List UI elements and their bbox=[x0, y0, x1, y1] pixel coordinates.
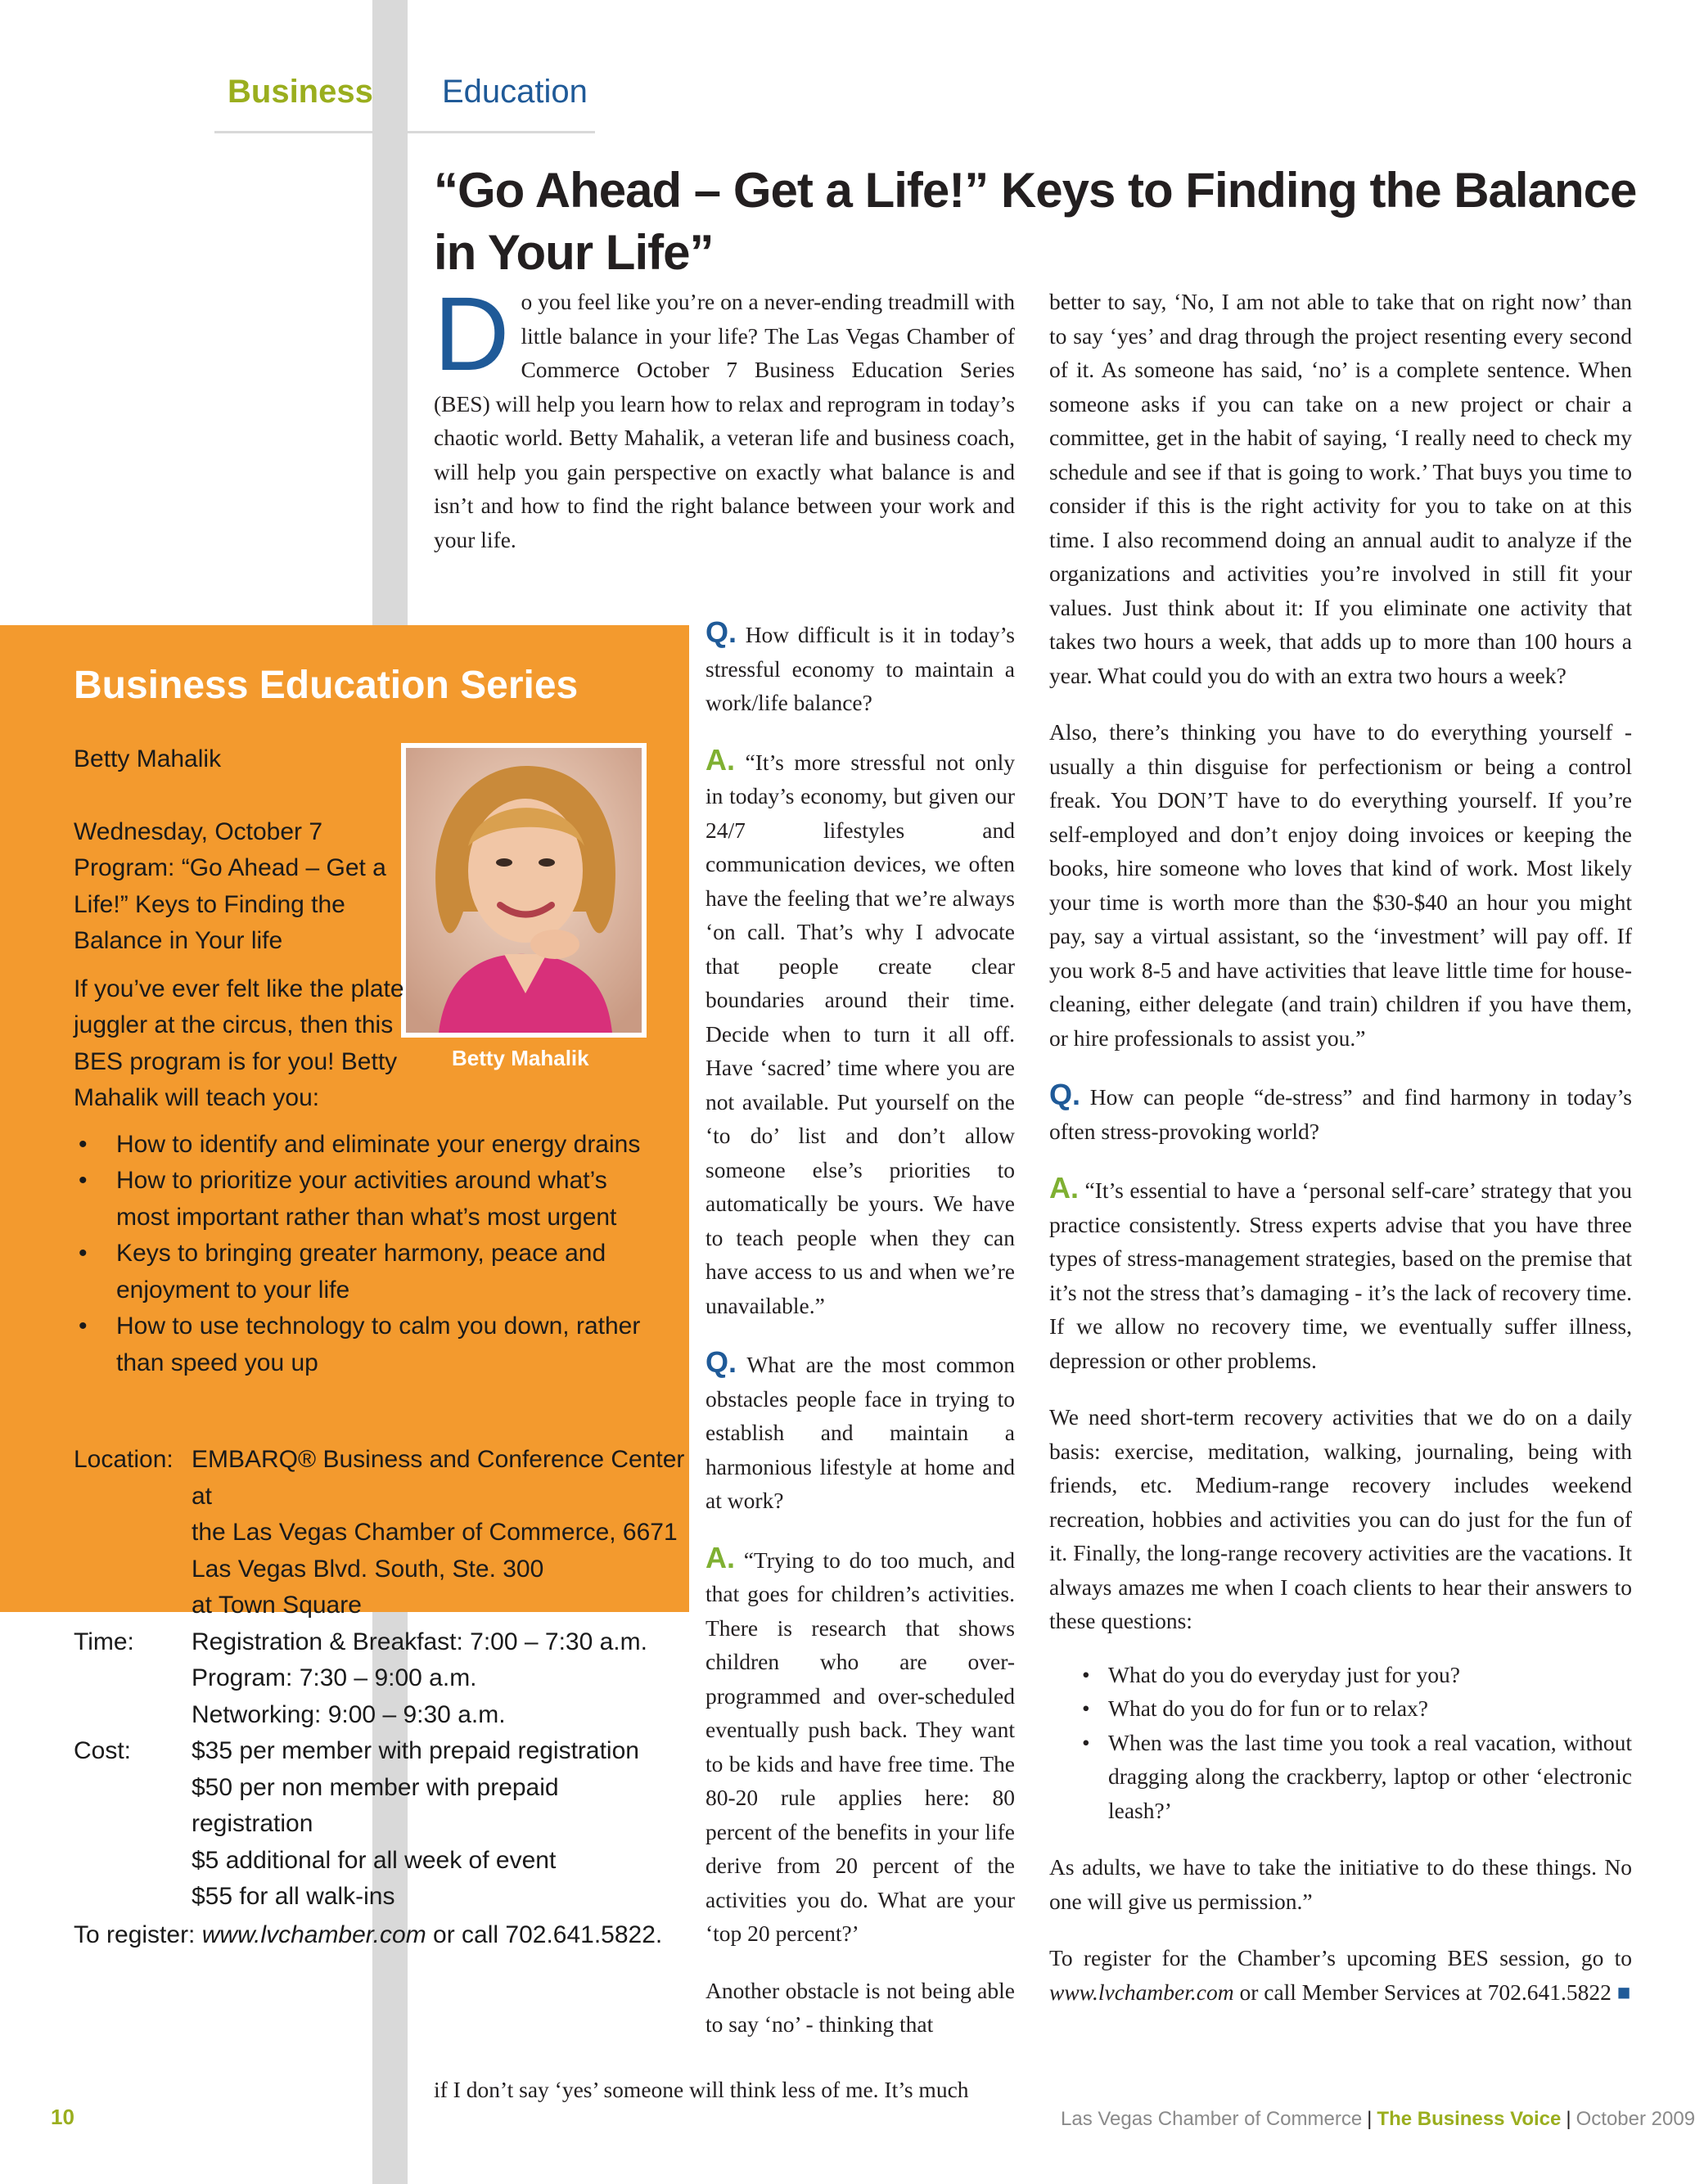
drop-cap: D bbox=[434, 276, 510, 393]
event-details bbox=[74, 1442, 696, 1916]
time-value: Registration & Breakfast: 7:00 – 7:30 a.m. Program: 7:30 – 9:00 a.m. Networking: 9:00 – 9:30 a.m. bbox=[192, 1628, 647, 1728]
nav-rule bbox=[214, 131, 595, 133]
answer-2: “Trying to do too much, and that goes for children’s activities. There is research that shows children who are over-programmed and over-scheduled eventually push back. They want to be kids and have free time. The 80-20 rule applies here: 80 percent of the benefits in your life derive from 20 percent of the activities you do. What are your ‘top 20 percent?’ bbox=[705, 1547, 1015, 1946]
location-label: Location: bbox=[74, 1446, 174, 1473]
footer-org: Las Vegas Chamber of Commerce bbox=[1061, 2108, 1363, 2130]
chamber-link[interactable]: www.lvchamber.com bbox=[1049, 1979, 1234, 2005]
answer-marker: A. bbox=[1049, 1171, 1079, 1205]
article-column-middle bbox=[705, 615, 1015, 2042]
sidebar-register: To register: www.lvchamber.com or call 702.641.5822. bbox=[74, 1921, 663, 1948]
list-item: • Keys to bringing greater harmony, peace and enjoyment to your life bbox=[74, 1236, 663, 1308]
article-intro bbox=[434, 276, 1015, 556]
right-paragraph-3: We need short-term recovery activities that we do on a daily basis: exercise, meditation, walking, journaling, being with friends, etc. Medium-range recovery includes weekend recreation, hobbies and activities you can do just for the fun of it. Finally, the long-range recovery activities are the vacations. It always amazes me when I coach clients to hear their answers to these questions: bbox=[1049, 1404, 1632, 1633]
list-item: • What do you do everyday just for you? bbox=[1082, 1661, 1460, 1687]
list-item: • How to use technology to calm you down, rather than speed you up bbox=[74, 1308, 663, 1381]
cost-value: $35 per member with prepaid registration $50 per non member with prepaid registration $5 additional for all week of event $55 for all walk-ins bbox=[192, 1737, 639, 1910]
register-link[interactable]: www.lvchamber.com bbox=[201, 1921, 426, 1948]
location-value: EMBARQ® Business and Conference Center at the Las Vegas Chamber of Commerce, 6671 Las Vegas Blvd. South, Ste. 300 at Town Square bbox=[192, 1446, 685, 1619]
question-list bbox=[1049, 1658, 1632, 1828]
article-column-right bbox=[1049, 285, 1632, 2009]
sidebar-title: Business Education Series bbox=[74, 664, 579, 707]
question-marker: Q. bbox=[705, 1345, 737, 1379]
intro-text: o you feel like you’re on a never-ending treadmill with little balance in your life? The Las Vegas Chamber of Commerce October 7 Business Education Series (BES) will help you learn how to relax and reprogram in today’s chaotic world. Betty Mahalik, a veteran life and business coach, will help you gain perspective on exactly what balance is and isn’t and how to find the right balance between your work and your life. bbox=[434, 289, 1015, 552]
question-marker: Q. bbox=[705, 615, 737, 649]
event-date: Wednesday, October 7 bbox=[74, 817, 323, 845]
question-2: What are the most common obstacles people face in trying to establish and maintain a harmonious lifestyle at home and at work? bbox=[705, 1352, 1015, 1513]
cost-label: Cost: bbox=[74, 1737, 132, 1764]
sidebar-body bbox=[74, 741, 663, 1381]
nav-section-business[interactable]: Business bbox=[228, 74, 373, 110]
closing-paragraph: To register for the Chamber’s upcoming BES session, go to www.lvchamber.com or call Member Services at 702.641.5822 ■ bbox=[1049, 1945, 1632, 2005]
photo-caption: Betty Mahalik bbox=[452, 1046, 589, 1070]
list-item: • How to identify and eliminate your energy drains bbox=[74, 1127, 663, 1164]
answer-3: “It’s essential to have a ‘personal self-care’ strategy that you practice consistently. Stress experts advise that you have three types of stress-management strategies, based on the premise that it’s not the stress that’s damaging - it’s the lack of recovery time. If we allow no recovery time, we eventually suffer illness, depression or other problems. bbox=[1049, 1178, 1632, 1373]
sidebar-intro: If you’ve ever felt like the plate juggler at the circus, then this BES program is for you! Betty Mahalik will teach you: bbox=[74, 975, 404, 1111]
article-headline: “Go Ahead – Get a Life!” Keys to Finding the Balance in Your Life” bbox=[434, 163, 1637, 280]
program-title: Program: “Go Ahead – Get a Life!” Keys to Finding the Balance in Your life bbox=[74, 854, 386, 954]
speaker-name: Betty Mahalik bbox=[74, 745, 222, 772]
time-label: Time: bbox=[74, 1628, 134, 1655]
right-paragraph-1: better to say, ‘No, I am not able to take that on right now’ than to say ‘yes’ and drag through the project resenting every second of it. As someone has said, ‘no’ is a complete sentence. When someone asks if you can take on a new project or chair a committee, get in the habit of saying, ‘I really need to check my schedule and see if that is going to work.’ That buys you time to consider if this is the right activity for you to take on at this time. I also recommend doing an annual audit to analyze if the organizations and activities you’re involved in still fit your values. Just think about it: If you eliminate one activity that takes two hours a week, that adds up to more than 100 hours a year. What could you do with an extra two hours a week? bbox=[1049, 289, 1632, 688]
end-mark: ■ bbox=[1616, 1979, 1631, 2005]
sidebar-bullet-list bbox=[74, 1127, 663, 1382]
answer-marker: A. bbox=[705, 742, 735, 777]
question-1: How difficult is it in today’s stressful economy to maintain a work/life balance? bbox=[705, 622, 1016, 715]
answer-1: “It’s more stressful not only in today’s economy, but given our 24/7 lifestyles and communication devices, we often have the feeling that we’re always ‘on call. That’s why I advocate that people create clear boundaries around their time. Decide when to turn it all off. Have ‘sacred’ time where you are not available. Put yourself on the ‘to do’ list and don’t allow someone else’s priorities to automatically be yours. We have to teach people when they can have access to us and when we’re unavailable.” bbox=[705, 749, 1016, 1318]
answer-marker: A. bbox=[705, 1540, 735, 1574]
page-number: 10 bbox=[51, 2105, 74, 2129]
obstacle-paragraph: Another obstacle is not being able to say ‘no’ - thinking that bbox=[705, 1977, 1015, 2037]
list-item: • When was the last time you took a real vacation, without dragging along the crackberry, laptop or other ‘electronic leash?’ bbox=[1082, 1729, 1632, 1823]
list-item: • How to prioritize your activities around what’s most important rather than what’s most urgent bbox=[74, 1163, 663, 1236]
page-footer: Las Vegas Chamber of Commerce | The Business Voice | October 2009 bbox=[1061, 2108, 1695, 2130]
right-paragraph-4: As adults, we have to take the initiative to do these things. No one will give us permission.” bbox=[1049, 1854, 1632, 1914]
footer-date: October 2009 bbox=[1576, 2108, 1695, 2130]
obstacle-continuation: if I don’t say ‘yes’ someone will think less of me. It’s much bbox=[434, 2077, 969, 2102]
question-3: How can people “de-stress” and find harmony in today’s often stress-provoking world? bbox=[1049, 1084, 1633, 1144]
list-item: • What do you do for fun or to relax? bbox=[1082, 1695, 1428, 1721]
question-marker: Q. bbox=[1049, 1078, 1081, 1111]
footer-publication: The Business Voice bbox=[1377, 2108, 1562, 2130]
right-paragraph-2: Also, there’s thinking you have to do everything yourself - usually a thin disguise for perfectionism or being a control freak. You DON’T have to do everything yourself. If you’re self-employed and don’t enjoy doing invoices or keeping the books, hire someone who loves that kind of work. Most likely your time is worth more than the $30-$40 an hour you might pay, say a virtual assistant, so the ‘investment’ will pay off. If you work 8-5 and have activities that leave little time for house-cleaning, either delegate (and train) children if you have them, or hire professionals to assist you.” bbox=[1049, 719, 1632, 1051]
nav-section-education[interactable]: Education bbox=[442, 74, 588, 110]
